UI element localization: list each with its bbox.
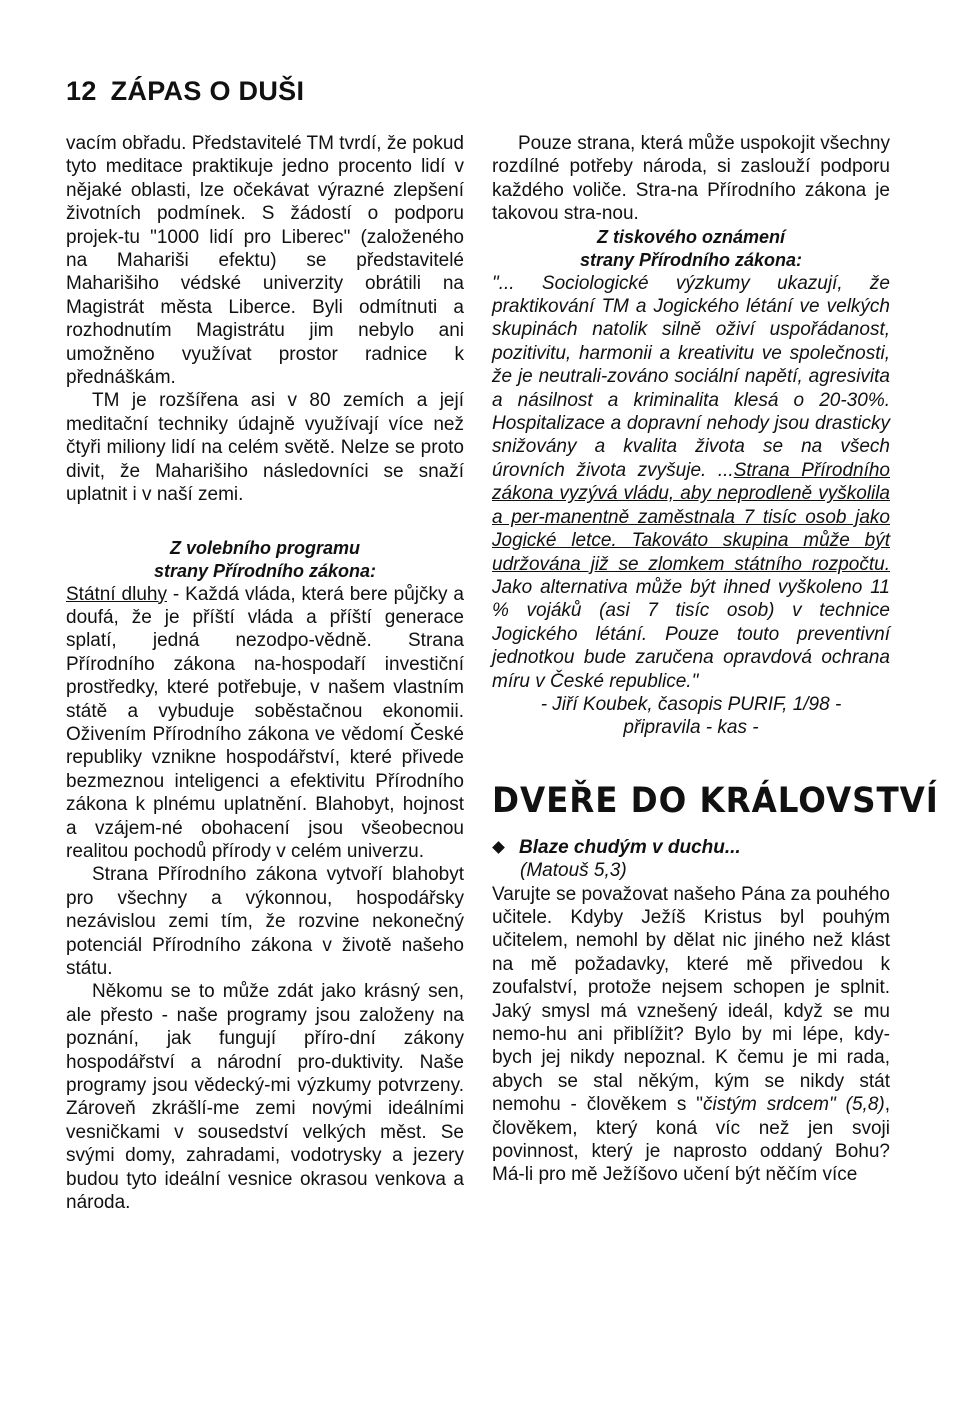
left-heading-line-2: strany Přírodního zákona: [153,560,377,581]
left-paragraph-4: Strana Přírodního zákona vytvoří blahobyt pro všechny a výkonnou, hospodářsky nezávislou zemi tím, že rozvine nekonečný potenciál Přírodního zákona v životě našeho státu. [66,864,464,979]
diamond-bullet-icon [492,841,505,854]
left-paragraph-3 [66,583,464,864]
right-heading-line-1: Z tiskového oznámení [596,226,786,247]
left-paragraph-3-text: - Každá vláda, která bere půjčky a doufá, že je příští vláda a příští generace splatí, jedná nezodpo-vědně. Strana Přírodního zákona na-hospodaří investiční prostředky, které potřebuje, v našem vlastním státě a vybuduje soběstačnou ekonomii. Oživením Přírodního zákona ve vědomí České republiky vznikne hospodářství, které přivede bezmeznou inteligenci a efektivitu Přírodního zákona k plnému uplatnění. Blahobyt, hojnost a vzájem-né obohacení jsou všeobecnou realitou pochodů přírody v celém univerzu. [66,583,464,862]
page-title: ZÁPAS O DUŠI [110,76,305,106]
right-heading-line-2: strany Přírodního zákona: [579,249,803,270]
right-body [492,883,890,1187]
left-paragraph-5: Někomu se to může zdát jako krásný sen, ale přesto - naše programy jsou založeny na poznání, jak fungují příro-dní zákony hospodářství a národní pro-duktivity. Naše programy jsou vědecký-mi výzkumy potvrzeny. Zároveň zkrášlí-me zemi novými ideálními vesničkami v sousedství velkých měst. Se svými domy, zahradami, vodotrysky a jezery budou tyto ideální vesnice okrasou venkova a národa. [66,981,464,1214]
right-body-part-b: , člověkem, který koná víc než jen svoji povinnost, který je naprosto oddaný Bohu? Má-li pro mě Ježíšovo učení být něčím více [492,1094,890,1186]
right-section-heading [492,226,890,272]
quote-part-2: Jako alternativa může být ihned vyškoleno 11 % vojáků (asi 7 tisíc osob) v technice Jogického létání. Pouze touto preventivní jednotkou bude zaručena opravdová ochrana míru v České republice." [492,576,890,692]
attribution: - Jiří Koubek, časopis PURIF, 1/98 - [540,693,842,715]
page-number: 12 [66,76,97,106]
left-column [66,132,464,1214]
right-paragraph-1: Pouze strana, která může uspokojit všechny rozdílné potřeby národa, si zaslouží podporu každého voliče. Stra-na Přírodního zákona je takovou stra-nou. [492,133,890,225]
right-body-part-a: Varujte se považovat našeho Pána za pouhého učitele. Kdyby Ježíš Kristus byl pouhým učitelem, nemohl by dělat nic jiného než klást na mě požadavky, které mě přivedou k zoufalství, protože nejsem schopen je splnit. Jaký smysl má vznešený ideál, když se mu nemo-hu ani přiblížit? Bylo by mi lépe, kdy-bych jej nikdy nepoznal. K čemu je mi rada, abych se stal někým, kým se nikdy stát nemohu - člověkem s " [492,883,890,1116]
prepared-by: připravila - kas - [623,717,759,739]
section-title: DVEŘE DO KRÁLOVSTVÍ [492,780,939,821]
quote-underlined: Strana Přírodního zákona vyzývá vládu, aby neprodleně vyškolila a per-manentně zaměstnala 7 tisíc osob jako Jogické letce. Takováto skupina může být udržována již se zlomkem státního rozpočtu. [492,459,890,575]
bullet-item [492,836,890,859]
quote-part-1: "... Sociologické výzkumy ukazují, že praktikování TM a Jogického létání ve velkých skupinách natolik silně oživí uspořádanost, pozitivitu, harmonii a kreativitu ve společnosti, že je neutrali-zováno sociální napětí, agresivita a násilnost a kriminalita klesá o 20-30%. Hospitalizace a dopravní nehody jsou drasticky snižovány a kvalita života se na všech úrovních života zvyšuje. ... [492,272,890,481]
left-paragraph-2: TM je rozšířena asi v 80 zemích a její meditační techniky údajně využívají více než čtyři miliony lidí na celém světě. Nelze se proto divit, že Maharišiho následovníci se snaží uplatnit i v naší zemi. [66,390,464,506]
press-release-quote [492,272,890,693]
bullet-text: Blaze chudým v duchu... [519,836,741,858]
left-section-heading [66,537,464,583]
page-header [66,76,304,107]
right-column [492,132,939,1187]
right-body-quote: čistým srdcem" (5,8) [703,1094,885,1116]
left-heading-line-1: Z volebního programu [169,537,360,558]
state-debts-label: Státní dluhy [66,583,167,605]
bible-reference: (Matouš 5,3) [520,860,627,882]
left-paragraph-1: vacím obřadu. Představitelé TM tvrdí, že pokud tyto meditace praktikuje jedno procento lidí v nějaké oblasti, lze očekávat výrazné zlepšení životních podmínek. S žádostí o podporu projek-tu "1000 lidí pro Liberec" (založeného na Mahariši efektu) se představitelé Maharišiho védské univerzity obrátili na Magistrát města Liberce. Byli odmítnuti a rozhodnutím Magistrátu jim nebylo ani umožněno využívat prostor radnice k přednáškám. [66,133,464,389]
